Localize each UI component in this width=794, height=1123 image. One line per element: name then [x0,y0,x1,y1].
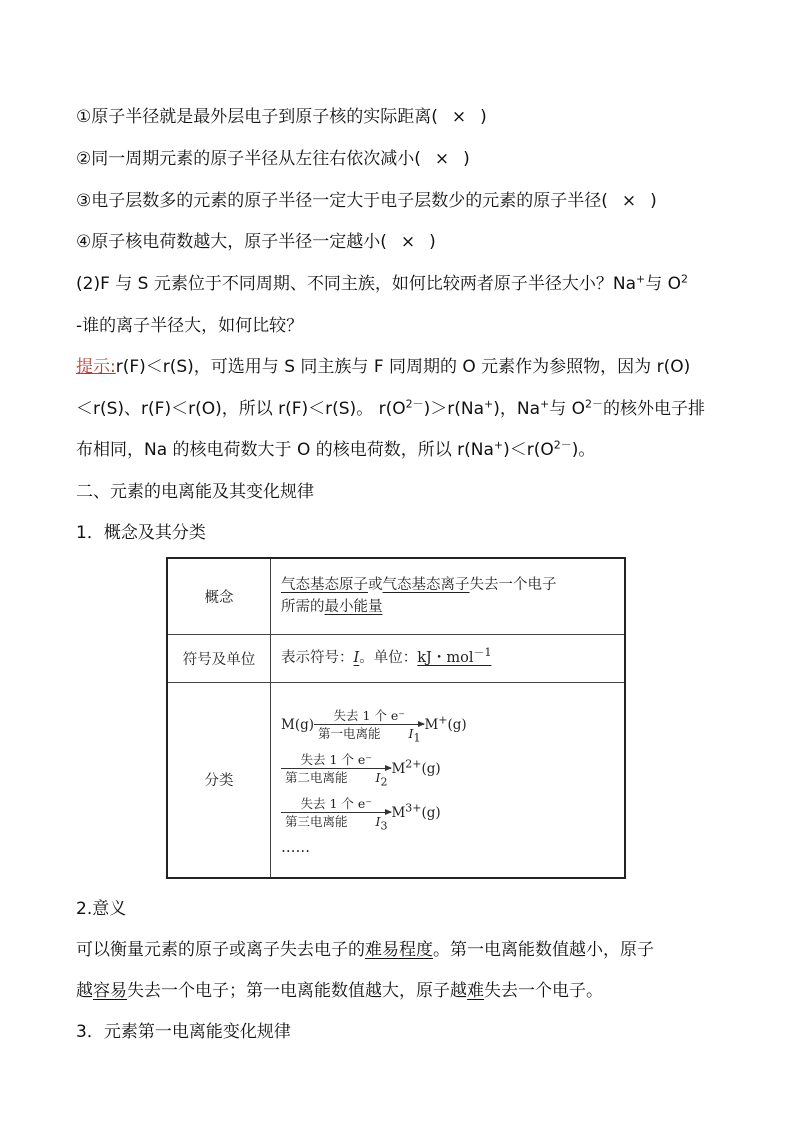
cross-mark: × [434,149,450,169]
hint-line-3: 布相同，Na 的核电荷数大于 O 的核电荷数，所以 $r(Na^+)<r(O^{2-})$。 [76,438,596,460]
hint-label: 提示: [76,357,116,377]
table-header-symbol: 符号及单位 [167,634,271,682]
section-title: 二、元素的电离能及其变化规律 [76,482,314,502]
ionization-step-3: 失去 1 个 e⁻ 第三电离能 $I_3$ $M^{3+}(g)$ [281,791,614,835]
reaction-arrow: 失去 1 个 e⁻ 第一电离能 $I_1$ [314,708,424,741]
cross-mark: × [621,191,637,211]
cross-mark: × [451,107,467,127]
ionization-step-1: M(g) 失去 1 个 e⁻ 第一电离能 $I_1$ M+(g) [281,708,467,745]
cross-mark: × [400,232,416,252]
meaning-line-2: 越容易失去一个电子；第一电离能数值越大，原子越难失去一个电子。 [76,981,603,1001]
statement-2: ②同一周期元素的原子半径从左往右依次减小( × ) [76,149,470,169]
table-cell-classification [271,682,626,878]
ionization-energy-table [166,557,626,879]
reaction-arrow: 失去 1 个 e⁻ 第二电离能 $I_2$ [281,752,391,785]
table-cell-concept: 气态基态原子或气态基态离子失去一个电子 所需的最小能量 [271,558,626,634]
table-cell-symbol: 表示符号：I。单位：kJ・mol$^{-1}$ [271,634,626,682]
reaction-arrow: 失去 1 个 e⁻ 第三电离能 $I_3$ [281,796,391,829]
hint-line-1: 提示:r(F)＜r(S)，可选用与 S 同主族与 F 同周期的 O 元素作为参照物，因为 r(O) [76,357,691,377]
table-row-classification [167,682,625,878]
statement-4: ④原子核电荷数越大，原子半径一定越小( × ) [76,232,436,252]
table-row-symbol [167,634,625,682]
hint-line-2: ＜r(S)、r(F)＜r(O)，所以 r(F)＜r(S)。 $r(O^{2-})>r(Na^+)$，Na+与 $O^{2-}$的核外电子排 [76,397,706,419]
subsection-title-2: 2.意义 [76,899,127,919]
table-row-concept [167,558,625,634]
statement-3: ③电子层数多的元素的原子半径一定大于电子层数少的元素的原子半径( × ) [76,191,657,211]
ionization-step-2: 失去 1 个 e⁻ 第二电离能 $I_2$ $M^{2+}(g)$ [281,747,614,791]
statement-1: ①原子半径就是最外层电子到原子核的实际距离( × ) [76,107,487,127]
table-header-concept: 概念 [167,558,271,634]
question-line-2: -谁的离子半径大，如何比较？ [76,316,304,336]
table-header-classification: 分类 [167,682,271,878]
subsection-title-3: 3．元素第一电离能变化规律 [76,1022,291,1042]
subsection-title-1: 1．概念及其分类 [76,523,206,543]
question-line-1: (2)F 与 S 元素位于不同周期、不同主族，如何比较两者原子半径大小？Na+与 $O^2$ [76,272,689,294]
ellipsis: …… [281,839,310,856]
meaning-line-1: 可以衡量元素的原子或离子失去电子的难易程度。第一电离能数值越小，原子 [76,940,654,960]
